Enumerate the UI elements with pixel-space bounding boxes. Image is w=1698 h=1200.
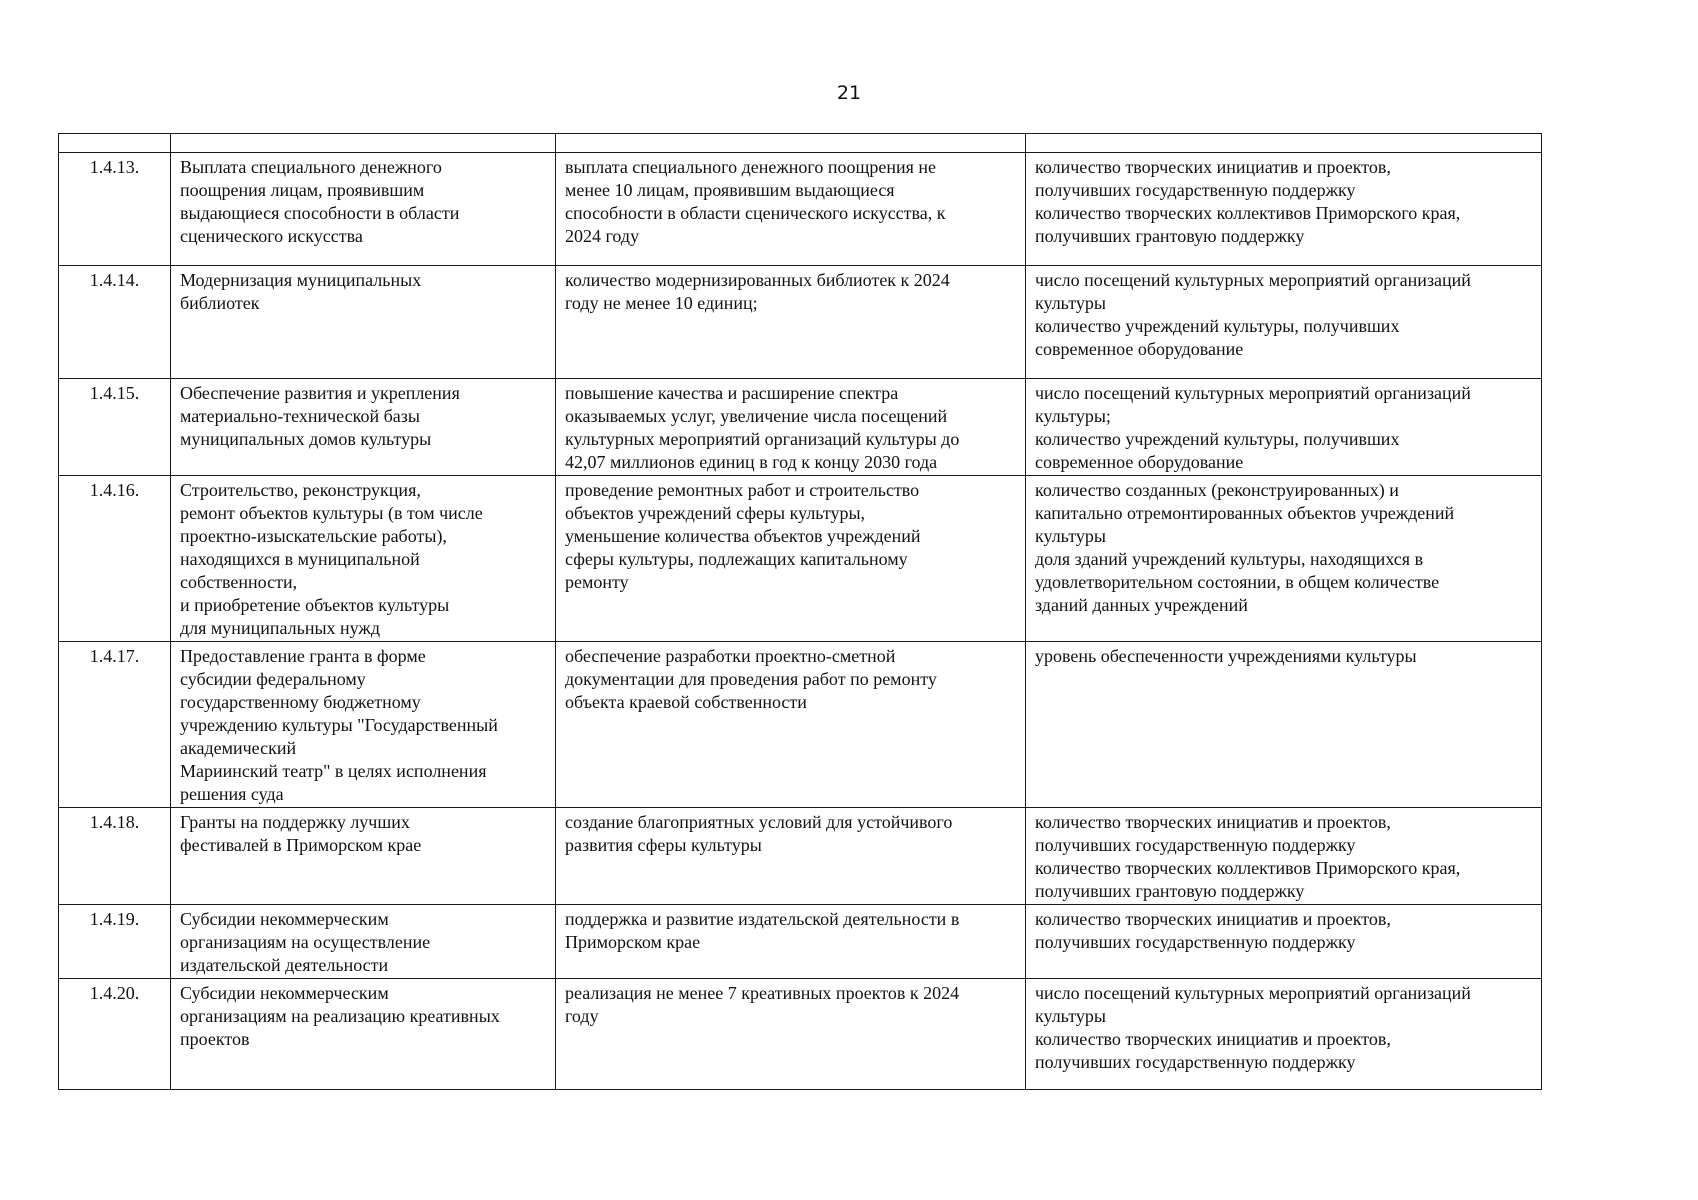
result-text-line: проведение ремонтных работ и строительство bbox=[565, 480, 920, 500]
indicator-text-line: число посещений культурных мероприятий организаций bbox=[1035, 383, 1471, 403]
indicator-text-line: уровень обеспеченности учреждениями культуры bbox=[1035, 646, 1417, 666]
indicator-text-line: удовлетворительном состоянии, в общем количестве bbox=[1035, 572, 1440, 592]
header-cell-indicator bbox=[1026, 134, 1542, 153]
indicator-text-line: количество учреждений культуры, получивших bbox=[1035, 429, 1400, 449]
result-text-line: объекта краевой собственности bbox=[565, 692, 807, 712]
indicator-text-line: доля зданий учреждений культуры, находящихся в bbox=[1035, 549, 1424, 569]
event-text-line: академический bbox=[180, 738, 297, 758]
result-text-line: способности в области сценического искусства, к bbox=[565, 203, 946, 223]
result-text-line: году не менее 10 единиц; bbox=[565, 293, 758, 313]
event-text-line: организациям на реализацию креативных bbox=[180, 1006, 500, 1026]
row-number-cell: 1.4.17. bbox=[59, 642, 171, 808]
row-indicator-cell bbox=[1026, 153, 1542, 266]
row-indicator-cell bbox=[1026, 642, 1542, 808]
result-text-line: менее 10 лицам, проявившим выдающиеся bbox=[565, 180, 895, 200]
result-text-line: развития сферы культуры bbox=[565, 835, 762, 855]
table-body bbox=[59, 134, 1542, 1090]
row-event-cell bbox=[171, 379, 556, 476]
event-text-line: Мариинский театр" в целях исполнения bbox=[180, 761, 487, 781]
event-text-line: проектов bbox=[180, 1029, 250, 1049]
row-number-cell: 1.4.16. bbox=[59, 476, 171, 642]
event-text-line: собственности, bbox=[180, 572, 298, 592]
event-text-line: для муниципальных нужд bbox=[180, 618, 381, 638]
indicator-text-line: капитально отремонтированных объектов учреждений bbox=[1035, 503, 1455, 523]
result-text-line: повышение качества и расширение спектра bbox=[565, 383, 899, 403]
indicator-text-line: получивших грантовую поддержку bbox=[1035, 881, 1305, 901]
row-number-cell: 1.4.19. bbox=[59, 905, 171, 979]
event-text-line: фестивалей в Приморском крае bbox=[180, 835, 422, 855]
table-row bbox=[59, 153, 1542, 266]
table-row bbox=[59, 379, 1542, 476]
row-result-cell bbox=[556, 476, 1026, 642]
event-text-line: организациям на осуществление bbox=[180, 932, 431, 952]
event-text-line: поощрения лицам, проявившим bbox=[180, 180, 425, 200]
indicator-text-line: культуры bbox=[1035, 1006, 1106, 1026]
event-text-line: учреждению культуры "Государственный bbox=[180, 715, 498, 735]
event-text-line: материально-технической базы bbox=[180, 406, 420, 426]
event-text-line: находящихся в муниципальной bbox=[180, 549, 420, 569]
header-cell-event bbox=[171, 134, 556, 153]
row-number-cell: 1.4.15. bbox=[59, 379, 171, 476]
table-row bbox=[59, 979, 1542, 1090]
row-indicator-cell bbox=[1026, 905, 1542, 979]
row-result-cell bbox=[556, 379, 1026, 476]
indicator-text-line: получивших государственную поддержку bbox=[1035, 1052, 1356, 1072]
row-result-cell bbox=[556, 979, 1026, 1090]
row-event-cell bbox=[171, 642, 556, 808]
table-row bbox=[59, 476, 1542, 642]
result-text-line: ремонту bbox=[565, 572, 629, 592]
row-number-cell: 1.4.20. bbox=[59, 979, 171, 1090]
result-text-line: документации для проведения работ по ремонту bbox=[565, 669, 937, 689]
indicator-text-line: количество творческих инициатив и проектов, bbox=[1035, 909, 1391, 929]
header-cell-number bbox=[59, 134, 171, 153]
indicator-text-line: культуры bbox=[1035, 293, 1106, 313]
result-text-line: 42,07 миллионов единиц в год к концу 2030 года bbox=[565, 452, 938, 472]
event-text-line: Модернизация муниципальных bbox=[180, 270, 422, 290]
result-text-line: количество модернизированных библиотек к 2024 bbox=[565, 270, 950, 290]
event-text-line: Предоставление гранта в форме bbox=[180, 646, 426, 666]
indicator-text-line: зданий данных учреждений bbox=[1035, 595, 1248, 615]
result-text-line: 2024 году bbox=[565, 226, 640, 246]
event-text-line: проектно-изыскательские работы), bbox=[180, 526, 447, 546]
row-indicator-cell bbox=[1026, 808, 1542, 905]
indicator-text-line: число посещений культурных мероприятий организаций bbox=[1035, 983, 1471, 1003]
row-number-cell: 1.4.18. bbox=[59, 808, 171, 905]
event-text-line: Выплата специального денежного bbox=[180, 157, 442, 177]
measures-table bbox=[58, 133, 1542, 1090]
row-indicator-cell bbox=[1026, 379, 1542, 476]
result-text-line: объектов учреждений сферы культуры, bbox=[565, 503, 866, 523]
header-cell-result bbox=[556, 134, 1026, 153]
indicator-text-line: количество созданных (реконструированных) и bbox=[1035, 480, 1399, 500]
event-text-line: муниципальных домов культуры bbox=[180, 429, 432, 449]
indicator-text-line: культуры bbox=[1035, 526, 1106, 546]
row-result-cell bbox=[556, 905, 1026, 979]
row-event-cell bbox=[171, 476, 556, 642]
indicator-text-line: получивших государственную поддержку bbox=[1035, 835, 1356, 855]
indicator-text-line: количество творческих инициатив и проектов, bbox=[1035, 157, 1391, 177]
table-header-row bbox=[59, 134, 1542, 153]
event-text-line: библиотек bbox=[180, 293, 260, 313]
result-text-line: году bbox=[565, 1006, 599, 1026]
row-number-cell: 1.4.14. bbox=[59, 266, 171, 379]
indicator-text-line: количество учреждений культуры, получивших bbox=[1035, 316, 1400, 336]
event-text-line: государственному бюджетному bbox=[180, 692, 421, 712]
row-result-cell bbox=[556, 153, 1026, 266]
result-text-line: сферы культуры, подлежащих капитальному bbox=[565, 549, 908, 569]
result-text-line: поддержка и развитие издательской деятельности в bbox=[565, 909, 960, 929]
result-text-line: уменьшение количества объектов учреждений bbox=[565, 526, 921, 546]
table-row bbox=[59, 642, 1542, 808]
row-result-cell bbox=[556, 642, 1026, 808]
event-text-line: Субсидии некоммерческим bbox=[180, 983, 389, 1003]
row-event-cell bbox=[171, 905, 556, 979]
row-event-cell bbox=[171, 266, 556, 379]
event-text-line: выдающиеся способности в области bbox=[180, 203, 460, 223]
result-text-line: оказываемых услуг, увеличение числа посещений bbox=[565, 406, 948, 426]
event-text-line: Субсидии некоммерческим bbox=[180, 909, 389, 929]
indicator-text-line: современное оборудование bbox=[1035, 339, 1244, 359]
row-indicator-cell bbox=[1026, 979, 1542, 1090]
event-text-line: издательской деятельности bbox=[180, 955, 389, 975]
result-text-line: создание благоприятных условий для устойчивого bbox=[565, 812, 953, 832]
row-event-cell bbox=[171, 808, 556, 905]
result-text-line: Приморском крае bbox=[565, 932, 701, 952]
indicator-text-line: количество творческих коллективов Приморского края, bbox=[1035, 203, 1461, 223]
table-row bbox=[59, 808, 1542, 905]
indicator-text-line: количество творческих инициатив и проектов, bbox=[1035, 1029, 1391, 1049]
indicator-text-line: современное оборудование bbox=[1035, 452, 1244, 472]
event-text-line: Строительство, реконструкция, bbox=[180, 480, 421, 500]
event-text-line: сценического искусства bbox=[180, 226, 363, 246]
event-text-line: и приобретение объектов культуры bbox=[180, 595, 450, 615]
indicator-text-line: получивших грантовую поддержку bbox=[1035, 226, 1305, 246]
row-indicator-cell bbox=[1026, 266, 1542, 379]
table-row bbox=[59, 266, 1542, 379]
event-text-line: Гранты на поддержку лучших bbox=[180, 812, 410, 832]
result-text-line: реализация не менее 7 креативных проектов к 2024 bbox=[565, 983, 960, 1003]
result-text-line: выплата специального денежного поощрения не bbox=[565, 157, 937, 177]
row-event-cell bbox=[171, 153, 556, 266]
indicator-text-line: количество творческих коллективов Приморского края, bbox=[1035, 858, 1461, 878]
row-indicator-cell bbox=[1026, 476, 1542, 642]
indicator-text-line: число посещений культурных мероприятий организаций bbox=[1035, 270, 1471, 290]
result-text-line: культурных мероприятий организаций культуры до bbox=[565, 429, 960, 449]
indicator-text-line: количество творческих инициатив и проектов, bbox=[1035, 812, 1391, 832]
row-result-cell bbox=[556, 808, 1026, 905]
indicator-text-line: получивших государственную поддержку bbox=[1035, 932, 1356, 952]
indicator-text-line: получивших государственную поддержку bbox=[1035, 180, 1356, 200]
table-row bbox=[59, 905, 1542, 979]
result-text-line: обеспечение разработки проектно-сметной bbox=[565, 646, 896, 666]
event-text-line: субсидии федеральному bbox=[180, 669, 366, 689]
indicator-text-line: культуры; bbox=[1035, 406, 1111, 426]
row-result-cell bbox=[556, 266, 1026, 379]
page-number: 21 bbox=[836, 82, 862, 104]
event-text-line: решения суда bbox=[180, 784, 284, 804]
row-number-cell: 1.4.13. bbox=[59, 153, 171, 266]
event-text-line: Обеспечение развития и укрепления bbox=[180, 383, 460, 403]
row-event-cell bbox=[171, 979, 556, 1090]
event-text-line: ремонт объектов культуры (в том числе bbox=[180, 503, 483, 523]
